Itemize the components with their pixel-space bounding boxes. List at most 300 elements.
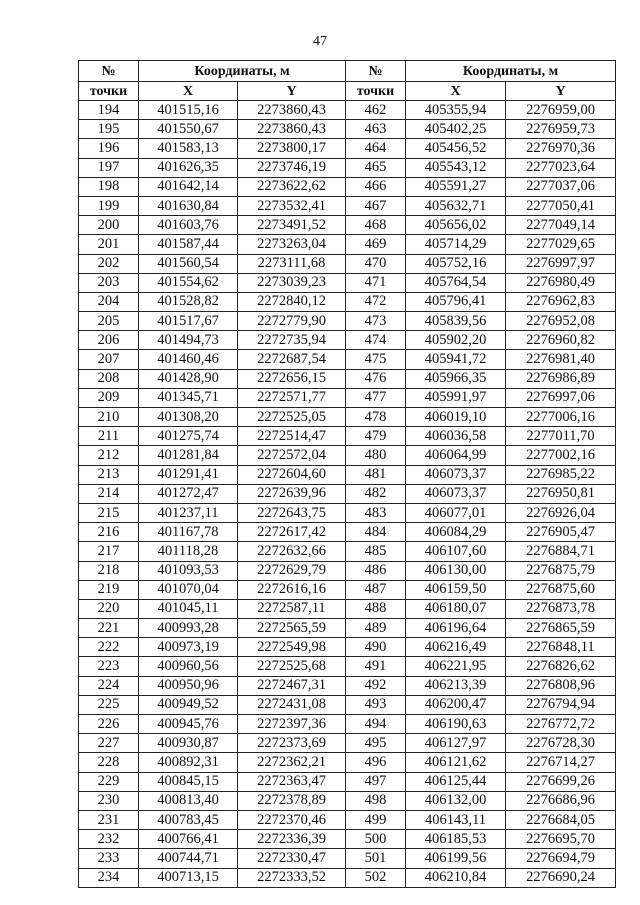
point-number-right-cell: 491 — [346, 657, 406, 676]
point-number-left-cell: 221 — [79, 619, 139, 638]
table-row — [79, 101, 616, 120]
point-number-left-cell: 210 — [79, 408, 139, 427]
x-right-cell: 405632,71 — [406, 196, 506, 215]
x-left-cell: 401118,28 — [139, 542, 238, 561]
point-number-right-cell: 463 — [346, 120, 406, 139]
point-number-right-cell: 471 — [346, 273, 406, 292]
point-number-right-cell: 482 — [346, 484, 406, 503]
x-left-cell: 401517,67 — [139, 312, 238, 331]
table-row — [79, 446, 616, 465]
point-number-left-cell: 201 — [79, 235, 139, 254]
x-right-cell: 406221,95 — [406, 657, 506, 676]
y-right-cell: 2276694,79 — [506, 849, 616, 868]
y-right-cell: 2276959,73 — [506, 120, 616, 139]
point-number-left-cell: 209 — [79, 388, 139, 407]
y-left-cell: 2273746,19 — [238, 158, 346, 177]
x-right-cell: 406200,47 — [406, 695, 506, 714]
x-left-cell: 400845,15 — [139, 772, 238, 791]
x-left-cell: 401603,76 — [139, 216, 238, 235]
y-left-cell: 2272604,60 — [238, 465, 346, 484]
table-row — [79, 350, 616, 369]
point-number-left-cell: 225 — [79, 695, 139, 714]
y-left-cell: 2272639,96 — [238, 484, 346, 503]
point-number-right-cell: 483 — [346, 503, 406, 522]
point-number-right-cell: 501 — [346, 849, 406, 868]
table-row — [79, 120, 616, 139]
x-right-cell: 406199,56 — [406, 849, 506, 868]
table-row — [79, 849, 616, 868]
y-right-cell: 2276926,04 — [506, 503, 616, 522]
table-row — [79, 369, 616, 388]
y-left-cell: 2273532,41 — [238, 196, 346, 215]
y-right-cell: 2277037,06 — [506, 177, 616, 196]
x-left-cell: 401093,53 — [139, 561, 238, 580]
x-left-cell: 401560,54 — [139, 254, 238, 273]
x-left-cell: 401428,90 — [139, 369, 238, 388]
x-right-cell: 405839,56 — [406, 312, 506, 331]
y-left-cell: 2272735,94 — [238, 331, 346, 350]
table-row — [79, 503, 616, 522]
table-row — [79, 791, 616, 810]
x-header-left: X — [139, 82, 238, 101]
point-number-right-cell: 479 — [346, 427, 406, 446]
point-number-right-cell: 462 — [346, 101, 406, 120]
point-number-left-cell: 219 — [79, 580, 139, 599]
x-left-cell: 400949,52 — [139, 695, 238, 714]
x-right-cell: 405796,41 — [406, 292, 506, 311]
x-left-cell: 400960,56 — [139, 657, 238, 676]
y-header-left: Y — [238, 82, 346, 101]
point-number-right-cell: 485 — [346, 542, 406, 561]
point-number-right-cell: 468 — [346, 216, 406, 235]
x-left-cell: 400744,71 — [139, 849, 238, 868]
point-number-left-cell: 222 — [79, 638, 139, 657]
table-row — [79, 139, 616, 158]
page-number: 47 — [313, 34, 327, 49]
point-number-right-cell: 475 — [346, 350, 406, 369]
point-number-left-cell: 208 — [79, 369, 139, 388]
y-left-cell: 2273491,52 — [238, 216, 346, 235]
x-left-cell: 400783,45 — [139, 810, 238, 829]
point-number-right-cell: 469 — [346, 235, 406, 254]
point-number-left-cell: 198 — [79, 177, 139, 196]
point-number-right-cell: 470 — [346, 254, 406, 273]
x-right-cell: 406064,99 — [406, 446, 506, 465]
table-row — [79, 734, 616, 753]
y-right-cell: 2276873,78 — [506, 599, 616, 618]
x-left-cell: 400973,19 — [139, 638, 238, 657]
table-body — [79, 101, 616, 888]
point-number-right-cell: 472 — [346, 292, 406, 311]
point-number-right-cell: 502 — [346, 868, 406, 887]
point-number-left-cell: 218 — [79, 561, 139, 580]
x-left-cell: 400713,15 — [139, 868, 238, 887]
x-right-cell: 406130,00 — [406, 561, 506, 580]
y-left-cell: 2272617,42 — [238, 523, 346, 542]
y-right-cell: 2276865,59 — [506, 619, 616, 638]
y-right-cell: 2276970,36 — [506, 139, 616, 158]
x-right-cell: 406143,11 — [406, 810, 506, 829]
point-number-header-left: № — [79, 61, 139, 82]
y-right-cell: 2277006,16 — [506, 408, 616, 427]
y-left-cell: 2272687,54 — [238, 350, 346, 369]
x-right-cell: 405752,16 — [406, 254, 506, 273]
y-right-cell: 2276875,60 — [506, 580, 616, 599]
point-number-left-cell: 196 — [79, 139, 139, 158]
point-number-left-cell: 223 — [79, 657, 139, 676]
point-number-left-cell: 216 — [79, 523, 139, 542]
table-row — [79, 753, 616, 772]
point-number-header-right: № — [346, 61, 406, 82]
y-left-cell: 2272779,90 — [238, 312, 346, 331]
x-left-cell: 401291,41 — [139, 465, 238, 484]
point-number-left-cell: 199 — [79, 196, 139, 215]
y-header-right: Y — [506, 82, 616, 101]
x-right-cell: 406213,39 — [406, 676, 506, 695]
coordinates-header-left: Координаты, м — [139, 61, 346, 82]
x-right-cell: 406019,10 — [406, 408, 506, 427]
y-left-cell: 2272514,47 — [238, 427, 346, 446]
point-number-left-cell: 227 — [79, 734, 139, 753]
y-left-cell: 2272431,08 — [238, 695, 346, 714]
x-left-cell: 400945,76 — [139, 715, 238, 734]
table-row — [79, 465, 616, 484]
y-left-cell: 2272378,89 — [238, 791, 346, 810]
point-number-left-cell: 214 — [79, 484, 139, 503]
y-left-cell: 2273860,43 — [238, 101, 346, 120]
point-number-left-cell: 204 — [79, 292, 139, 311]
y-right-cell: 2276690,24 — [506, 868, 616, 887]
y-right-cell: 2276848,11 — [506, 638, 616, 657]
table-row — [79, 254, 616, 273]
table-row — [79, 868, 616, 887]
table-row — [79, 292, 616, 311]
point-number-right-cell: 467 — [346, 196, 406, 215]
table-row — [79, 676, 616, 695]
point-number-right-cell: 484 — [346, 523, 406, 542]
point-number-left-cell: 215 — [79, 503, 139, 522]
table-row — [79, 619, 616, 638]
x-right-cell: 405991,97 — [406, 388, 506, 407]
header-row-top — [79, 61, 616, 82]
y-right-cell: 2277023,64 — [506, 158, 616, 177]
x-right-cell: 405543,12 — [406, 158, 506, 177]
table-row — [79, 542, 616, 561]
y-left-cell: 2272565,59 — [238, 619, 346, 638]
y-right-cell: 2276981,40 — [506, 350, 616, 369]
y-left-cell: 2272363,47 — [238, 772, 346, 791]
point-number-right-cell: 477 — [346, 388, 406, 407]
point-number-right-cell: 495 — [346, 734, 406, 753]
x-left-cell: 401550,67 — [139, 120, 238, 139]
x-left-cell: 401045,11 — [139, 599, 238, 618]
x-right-cell: 406210,84 — [406, 868, 506, 887]
x-right-cell: 405764,54 — [406, 273, 506, 292]
x-right-cell: 406125,44 — [406, 772, 506, 791]
x-left-cell: 400766,41 — [139, 830, 238, 849]
x-left-cell: 401630,84 — [139, 196, 238, 215]
x-left-cell: 400930,87 — [139, 734, 238, 753]
x-left-cell: 401281,84 — [139, 446, 238, 465]
table-row — [79, 772, 616, 791]
y-right-cell: 2276699,26 — [506, 772, 616, 791]
table-row — [79, 561, 616, 580]
table-row — [79, 695, 616, 714]
point-number-right-cell: 497 — [346, 772, 406, 791]
point-number-right-cell: 480 — [346, 446, 406, 465]
table-row — [79, 196, 616, 215]
y-right-cell: 2277049,14 — [506, 216, 616, 235]
x-right-cell: 405402,25 — [406, 120, 506, 139]
x-right-cell: 405591,27 — [406, 177, 506, 196]
point-number-right-cell: 473 — [346, 312, 406, 331]
y-left-cell: 2273622,62 — [238, 177, 346, 196]
x-left-cell: 401587,44 — [139, 235, 238, 254]
x-right-cell: 405355,94 — [406, 101, 506, 120]
x-left-cell: 401626,35 — [139, 158, 238, 177]
point-number-left-cell: 229 — [79, 772, 139, 791]
x-left-cell: 401583,13 — [139, 139, 238, 158]
y-right-cell: 2276684,05 — [506, 810, 616, 829]
y-left-cell: 2272656,15 — [238, 369, 346, 388]
point-number-right-cell: 486 — [346, 561, 406, 580]
x-right-cell: 406216,49 — [406, 638, 506, 657]
point-number-left-cell: 195 — [79, 120, 139, 139]
point-number-left-cell: 220 — [79, 599, 139, 618]
y-right-cell: 2276826,62 — [506, 657, 616, 676]
x-left-cell: 400950,96 — [139, 676, 238, 695]
x-left-cell: 401272,47 — [139, 484, 238, 503]
table-row — [79, 580, 616, 599]
point-number-left-cell: 203 — [79, 273, 139, 292]
point-number-right-cell: 481 — [346, 465, 406, 484]
x-right-cell: 406121,62 — [406, 753, 506, 772]
x-right-cell: 406196,64 — [406, 619, 506, 638]
y-right-cell: 2277050,41 — [506, 196, 616, 215]
point-number-left-cell: 205 — [79, 312, 139, 331]
y-left-cell: 2272362,21 — [238, 753, 346, 772]
y-left-cell: 2273039,23 — [238, 273, 346, 292]
point-number-right-cell: 490 — [346, 638, 406, 657]
point-number-right-cell: 496 — [346, 753, 406, 772]
point-sub-header-left: точки — [79, 82, 139, 101]
point-number-left-cell: 200 — [79, 216, 139, 235]
table-row — [79, 388, 616, 407]
point-number-right-cell: 500 — [346, 830, 406, 849]
y-left-cell: 2272629,79 — [238, 561, 346, 580]
y-right-cell: 2276960,82 — [506, 331, 616, 350]
point-number-left-cell: 197 — [79, 158, 139, 177]
x-right-cell: 406073,37 — [406, 465, 506, 484]
point-number-left-cell: 224 — [79, 676, 139, 695]
x-left-cell: 401528,82 — [139, 292, 238, 311]
x-right-cell: 406036,58 — [406, 427, 506, 446]
table-row — [79, 177, 616, 196]
y-right-cell: 2276905,47 — [506, 523, 616, 542]
y-left-cell: 2272330,47 — [238, 849, 346, 868]
point-number-right-cell: 488 — [346, 599, 406, 618]
point-sub-header-right: точки — [346, 82, 406, 101]
point-number-right-cell: 489 — [346, 619, 406, 638]
x-right-cell: 406185,53 — [406, 830, 506, 849]
table-row — [79, 715, 616, 734]
x-right-cell: 405656,02 — [406, 216, 506, 235]
x-right-cell: 406107,60 — [406, 542, 506, 561]
x-right-cell: 406190,63 — [406, 715, 506, 734]
table-row — [79, 830, 616, 849]
x-right-cell: 406127,97 — [406, 734, 506, 753]
y-right-cell: 2276986,89 — [506, 369, 616, 388]
point-number-left-cell: 233 — [79, 849, 139, 868]
y-right-cell: 2276962,83 — [506, 292, 616, 311]
point-number-right-cell: 498 — [346, 791, 406, 810]
y-left-cell: 2273800,17 — [238, 139, 346, 158]
x-left-cell: 401237,11 — [139, 503, 238, 522]
y-right-cell: 2276808,96 — [506, 676, 616, 695]
y-left-cell: 2272370,46 — [238, 810, 346, 829]
x-left-cell: 400813,40 — [139, 791, 238, 810]
point-number-right-cell: 466 — [346, 177, 406, 196]
table-row — [79, 484, 616, 503]
table-row — [79, 427, 616, 446]
y-right-cell: 2276952,08 — [506, 312, 616, 331]
x-right-cell: 406132,00 — [406, 791, 506, 810]
x-left-cell: 401070,04 — [139, 580, 238, 599]
y-left-cell: 2272572,04 — [238, 446, 346, 465]
y-right-cell: 2276985,22 — [506, 465, 616, 484]
table-row — [79, 638, 616, 657]
y-right-cell: 2277011,70 — [506, 427, 616, 446]
y-right-cell: 2277029,65 — [506, 235, 616, 254]
y-right-cell: 2276728,30 — [506, 734, 616, 753]
x-right-cell: 405966,35 — [406, 369, 506, 388]
x-left-cell: 401167,78 — [139, 523, 238, 542]
y-left-cell: 2272397,36 — [238, 715, 346, 734]
y-right-cell: 2276794,94 — [506, 695, 616, 714]
table-row — [79, 158, 616, 177]
point-number-right-cell: 478 — [346, 408, 406, 427]
point-number-right-cell: 476 — [346, 369, 406, 388]
x-left-cell: 401275,74 — [139, 427, 238, 446]
y-left-cell: 2272616,16 — [238, 580, 346, 599]
y-right-cell: 2276997,97 — [506, 254, 616, 273]
point-number-left-cell: 230 — [79, 791, 139, 810]
y-left-cell: 2273111,68 — [238, 254, 346, 273]
x-left-cell: 401345,71 — [139, 388, 238, 407]
x-left-cell: 401308,20 — [139, 408, 238, 427]
x-right-cell: 405941,72 — [406, 350, 506, 369]
y-right-cell: 2276772,72 — [506, 715, 616, 734]
header-row-bottom — [79, 82, 616, 101]
y-left-cell: 2272571,77 — [238, 388, 346, 407]
coordinates-table — [78, 60, 616, 888]
x-left-cell: 401494,73 — [139, 331, 238, 350]
table-row — [79, 273, 616, 292]
point-number-right-cell: 487 — [346, 580, 406, 599]
x-left-cell: 400892,31 — [139, 753, 238, 772]
point-number-left-cell: 207 — [79, 350, 139, 369]
table-row — [79, 216, 616, 235]
y-right-cell: 2277002,16 — [506, 446, 616, 465]
x-left-cell: 401460,46 — [139, 350, 238, 369]
y-right-cell: 2276950,81 — [506, 484, 616, 503]
x-right-cell: 406073,37 — [406, 484, 506, 503]
y-right-cell: 2276884,71 — [506, 542, 616, 561]
x-right-cell: 406084,29 — [406, 523, 506, 542]
point-number-right-cell: 464 — [346, 139, 406, 158]
point-number-left-cell: 211 — [79, 427, 139, 446]
y-left-cell: 2272525,68 — [238, 657, 346, 676]
y-left-cell: 2272632,66 — [238, 542, 346, 561]
y-right-cell: 2276714,27 — [506, 753, 616, 772]
point-number-left-cell: 232 — [79, 830, 139, 849]
point-number-left-cell: 231 — [79, 810, 139, 829]
y-right-cell: 2276875,79 — [506, 561, 616, 580]
y-left-cell: 2272467,31 — [238, 676, 346, 695]
point-number-right-cell: 494 — [346, 715, 406, 734]
table-row — [79, 810, 616, 829]
y-left-cell: 2272587,11 — [238, 599, 346, 618]
x-right-cell: 405902,20 — [406, 331, 506, 350]
x-left-cell: 401642,14 — [139, 177, 238, 196]
table-row — [79, 599, 616, 618]
point-number-left-cell: 234 — [79, 868, 139, 887]
point-number-left-cell: 217 — [79, 542, 139, 561]
point-number-left-cell: 226 — [79, 715, 139, 734]
x-right-cell: 405456,52 — [406, 139, 506, 158]
table-row — [79, 331, 616, 350]
point-number-left-cell: 194 — [79, 101, 139, 120]
y-left-cell: 2272336,39 — [238, 830, 346, 849]
x-right-cell: 405714,29 — [406, 235, 506, 254]
point-number-right-cell: 499 — [346, 810, 406, 829]
y-left-cell: 2273860,43 — [238, 120, 346, 139]
table-row — [79, 523, 616, 542]
table-row — [79, 657, 616, 676]
y-left-cell: 2272525,05 — [238, 408, 346, 427]
point-number-right-cell: 493 — [346, 695, 406, 714]
coordinates-header-right: Координаты, м — [406, 61, 616, 82]
y-left-cell: 2272333,52 — [238, 868, 346, 887]
x-left-cell: 401515,16 — [139, 101, 238, 120]
table-row — [79, 312, 616, 331]
y-left-cell: 2272549,98 — [238, 638, 346, 657]
y-right-cell: 2276980,49 — [506, 273, 616, 292]
x-right-cell: 406077,01 — [406, 503, 506, 522]
point-number-right-cell: 474 — [346, 331, 406, 350]
y-left-cell: 2273263,04 — [238, 235, 346, 254]
y-right-cell: 2276686,96 — [506, 791, 616, 810]
y-left-cell: 2272643,75 — [238, 503, 346, 522]
x-right-cell: 406180,07 — [406, 599, 506, 618]
point-number-right-cell: 492 — [346, 676, 406, 695]
x-header-right: X — [406, 82, 506, 101]
table-row — [79, 235, 616, 254]
point-number-right-cell: 465 — [346, 158, 406, 177]
x-left-cell: 401554,62 — [139, 273, 238, 292]
point-number-left-cell: 213 — [79, 465, 139, 484]
y-right-cell: 2276959,00 — [506, 101, 616, 120]
y-right-cell: 2276695,70 — [506, 830, 616, 849]
y-left-cell: 2272373,69 — [238, 734, 346, 753]
point-number-left-cell: 206 — [79, 331, 139, 350]
point-number-left-cell: 212 — [79, 446, 139, 465]
point-number-left-cell: 202 — [79, 254, 139, 273]
x-right-cell: 406159,50 — [406, 580, 506, 599]
point-number-left-cell: 228 — [79, 753, 139, 772]
x-left-cell: 400993,28 — [139, 619, 238, 638]
y-left-cell: 2272840,12 — [238, 292, 346, 311]
